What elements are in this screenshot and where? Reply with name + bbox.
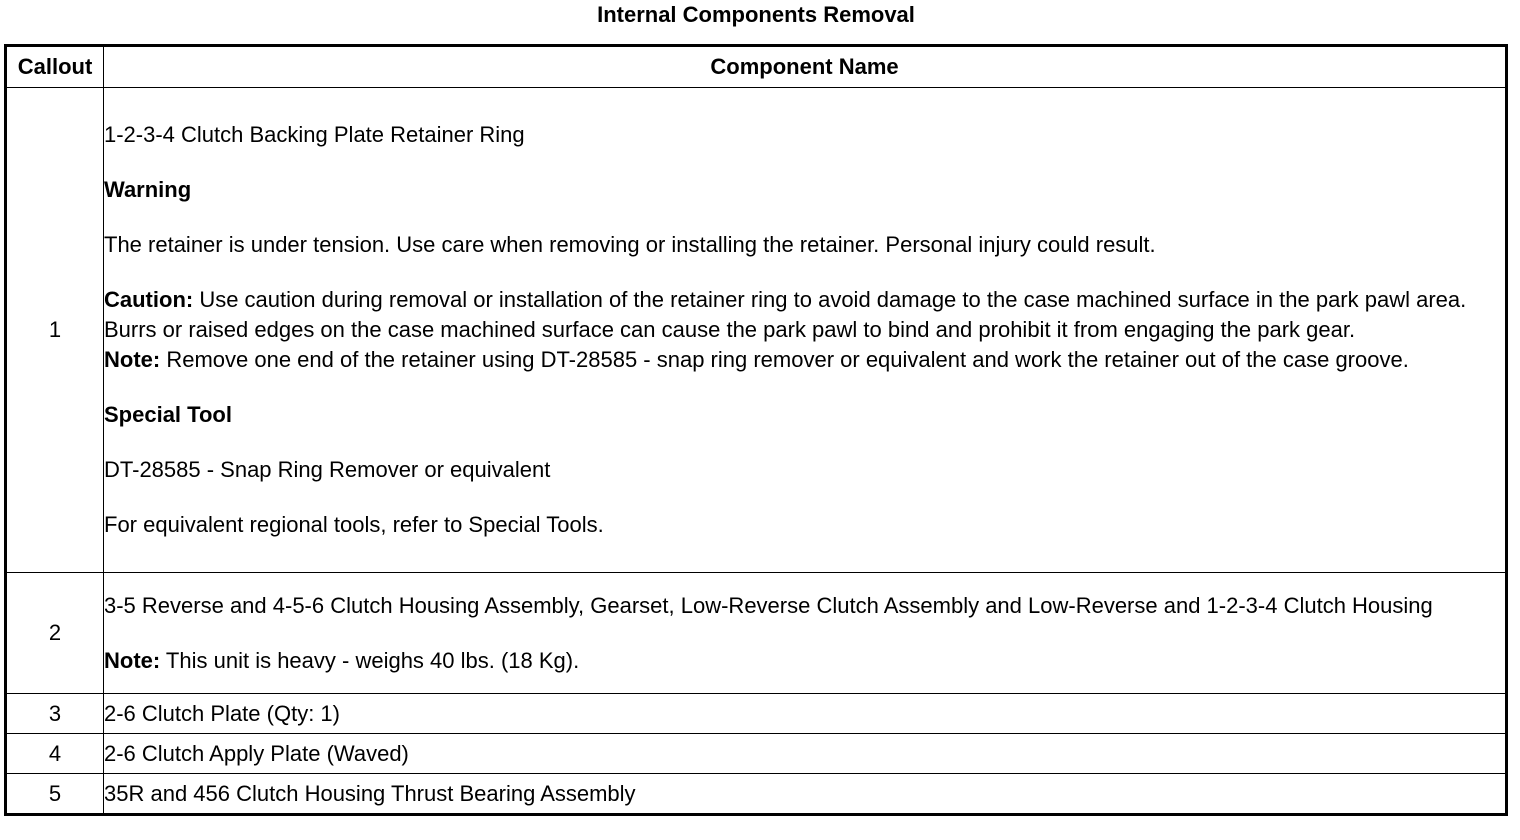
component-name: 3-5 Reverse and 4-5-6 Clutch Housing Assembly, Gearset, Low-Reverse Clutch Assembly and Low-Reverse and 1-2-3-4 Clutch Housing [104, 592, 1433, 618]
caution-text: Use caution during removal or installation of the retainer ring to avoid damage to the case machined surface in the park pawl area. Burrs or raised edges on the case machined surface can cause the park pawl to bind and prohibit it from engaging the park gear. [104, 287, 1467, 342]
note-text: Remove one end of the retainer using DT-28585 - snap ring remover or equivalent and work the retainer out of the case groove. [160, 347, 1409, 372]
callout-cell: 2 [6, 573, 104, 694]
components-table [4, 44, 1508, 816]
special-tool-text: DT-28585 - Snap Ring Remover or equivalent [104, 457, 551, 482]
note-paragraph [104, 345, 1505, 375]
table-row [6, 573, 1507, 694]
header-row [6, 46, 1507, 88]
note-label: Note: [104, 347, 161, 372]
callout-cell: 4 [6, 734, 104, 774]
callout-cell: 3 [6, 694, 104, 734]
component-name-cell: 2-6 Clutch Apply Plate (Waved) [104, 734, 1507, 774]
table-row [6, 774, 1507, 815]
table-row [6, 734, 1507, 774]
component-name: 1-2-3-4 Clutch Backing Plate Retainer Ring [104, 122, 525, 147]
callout-cell: 5 [6, 774, 104, 815]
component-name-cell: 2-6 Clutch Plate (Qty: 1) [104, 694, 1507, 734]
component-name-cell [104, 88, 1507, 573]
callout-cell: 1 [6, 88, 104, 573]
warning-heading: Warning [104, 177, 192, 202]
component-name-cell [104, 573, 1507, 694]
component-name-cell: 35R and 456 Clutch Housing Thrust Bearing Assembly [104, 774, 1507, 815]
callout-header: Callout [6, 46, 104, 88]
note-paragraph [104, 646, 1505, 676]
component-name-header: Component Name [104, 46, 1507, 88]
note-label: Note: [104, 647, 161, 673]
special-tool-heading: Special Tool [104, 402, 232, 427]
caution-paragraph [104, 285, 1505, 345]
table-row [6, 88, 1507, 573]
note-text: This unit is heavy - weighs 40 lbs. (18 Kg). [160, 647, 580, 673]
table-row [6, 694, 1507, 734]
page-title: Internal Components Removal [597, 2, 915, 27]
caution-label: Caution: [104, 287, 194, 312]
warning-text: The retainer is under tension. Use care when removing or installing the retainer. Personal injury could result. [104, 232, 1156, 257]
regional-tools-text: For equivalent regional tools, refer to Special Tools. [104, 512, 604, 537]
